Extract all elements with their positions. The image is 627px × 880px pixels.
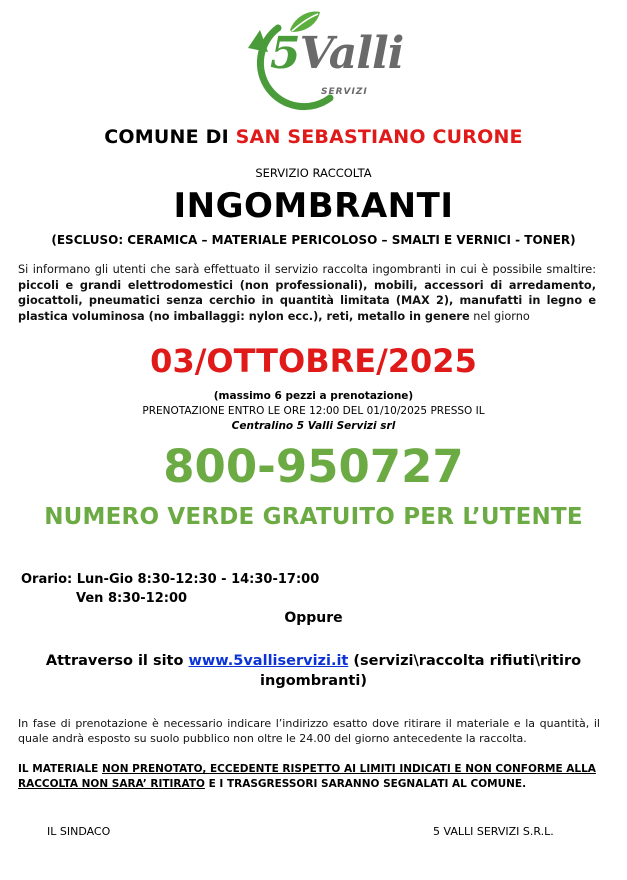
accepted-items: piccoli e grandi elettrodomestici (non professionali), mobili, accessori di arredamento, giocattoli, pneumatici senza cerchio in quantità limitata (MAX 2), manufatti in legno e plastica voluminosa (no imballaggi: nylon ecc.), reti, metallo in genere xyxy=(18,278,596,323)
servizio-label: SERVIZIO RACCOLTA xyxy=(255,166,372,180)
hours-weekdays: Orario: Lun-Gio 8:30-12:30 - 14:30-17:00 xyxy=(21,572,320,587)
logo-wordmark: 5Valli xyxy=(270,28,404,79)
intro-paragraph: Si informano gli utenti che sarà effettuato il servizio raccolta ingombranti in cui è possibile smaltire: piccoli e grandi elettrodomestici (non professionali), mobili, accessori di arredamento, giocattoli, pneumatici senza cerchio in quantità limitata (MAX 2), manufatti in legno e plastica voluminosa (no imballaggi: nylon ecc.), reti, metallo in genere nel giorno xyxy=(18,263,596,323)
phone-number[interactable]: 800-950727 xyxy=(163,440,464,493)
hours-friday: Ven 8:30-12:00 xyxy=(76,591,188,606)
collection-date: 03/OTTOBRE/2025 xyxy=(150,342,477,380)
booking-instructions: In fase di prenotazione è necessario indicare l’indirizzo esatto dove ritirare il materiale e la quantità, il quale andrà esposto su suolo pubblico non oltre le 24.00 del giorno antecedente la raccolta. xyxy=(18,717,600,745)
comune-name: SAN SEBASTIANO CURONE xyxy=(235,126,523,148)
signature-company: 5 VALLI SERVIZI S.R.L. xyxy=(433,825,554,838)
max-pieces-note: (massimo 6 pezzi a prenotazione) xyxy=(213,390,414,402)
call-center-name: Centralino 5 Valli Servizi srl xyxy=(231,420,396,432)
website-line: Attraverso il sito www.5valliservizi.it (servizi\raccolta rifiuti\ritiro ingombranti) xyxy=(45,653,582,689)
comune-prefix: COMUNE DI xyxy=(104,126,236,148)
signature-mayor: IL SINDACO xyxy=(47,825,111,838)
logo-subtitle: SERVIZI xyxy=(321,87,368,97)
comune-heading xyxy=(0,126,627,148)
page-title: INGOMBRANTI xyxy=(173,186,454,226)
booking-deadline: PRENOTAZIONE ENTRO LE ORE 12:00 DEL 01/10/2025 PRESSO IL xyxy=(142,405,485,417)
exclusions-note: (ESCLUSO: CERAMICA – MATERIALE PERICOLOSO – SMALTI E VERNICI - TONER) xyxy=(51,233,576,247)
website-link[interactable]: www.5valliservizi.it xyxy=(188,653,349,669)
or-label: Oppure xyxy=(284,610,343,626)
warning-notice: IL MATERIALE NON PRENOTATO, ECCEDENTE RISPETTO AI LIMITI INDICATI E NON CONFORME ALLA RACCOLTA NON SARA’ RITIRATO E I TRASGRESSORI SARANNO SEGNALATI AL COMUNE. xyxy=(18,763,596,790)
logo xyxy=(238,10,408,112)
toll-free-label: NUMERO VERDE GRATUITO PER L’UTENTE xyxy=(44,504,583,530)
